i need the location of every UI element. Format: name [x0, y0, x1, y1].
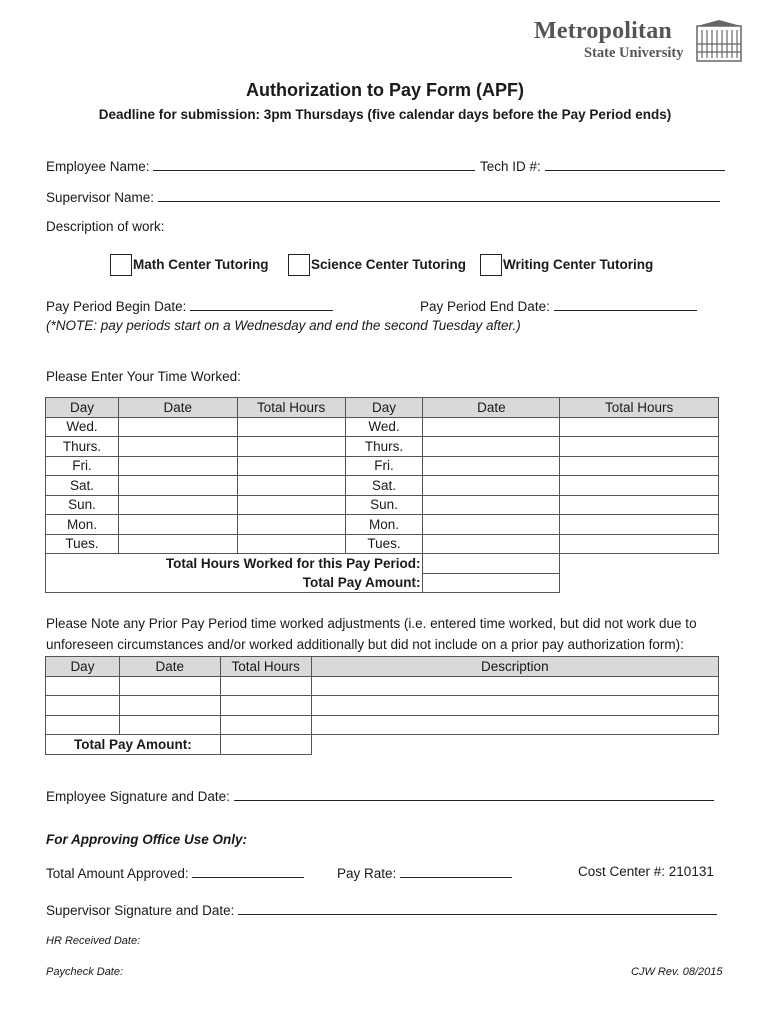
- day-cell: Wed.: [46, 417, 119, 437]
- date-cell[interactable]: [423, 456, 560, 476]
- hours-cell[interactable]: [560, 476, 719, 496]
- employee-signature-field[interactable]: [234, 787, 714, 801]
- pay-period-end-label: Pay Period End Date:: [420, 299, 550, 314]
- hours-cell[interactable]: [237, 515, 345, 535]
- logo-name: Metropolitan: [534, 18, 672, 44]
- employee-name-row: [46, 157, 475, 174]
- description-cell[interactable]: [311, 676, 718, 696]
- cost-center: Cost Center #: 210131: [578, 864, 714, 879]
- total-hours-row: [46, 554, 719, 574]
- supervisor-signature-label: Supervisor Signature and Date:: [46, 903, 235, 918]
- total-pay-field[interactable]: [423, 573, 560, 593]
- writing-center-label: Writing Center Tutoring: [503, 257, 654, 272]
- hours-cell[interactable]: [560, 515, 719, 535]
- supervisor-name-label: Supervisor Name:: [46, 190, 155, 205]
- day-cell: Wed.: [345, 417, 423, 437]
- table-row: [46, 456, 719, 476]
- math-center-label: Math Center Tutoring: [133, 257, 269, 272]
- table-row: [46, 534, 719, 554]
- header-day-2: Day: [345, 398, 423, 418]
- date-cell[interactable]: [118, 417, 237, 437]
- tech-id-row: [480, 157, 725, 174]
- hours-cell[interactable]: [560, 456, 719, 476]
- table-row: [46, 437, 719, 457]
- hours-cell[interactable]: [220, 676, 311, 696]
- adj-total-pay-row: [46, 735, 719, 755]
- header-total-hours-2: Total Hours: [560, 398, 719, 418]
- hours-cell[interactable]: [237, 437, 345, 457]
- supervisor-signature-field[interactable]: [238, 901, 717, 915]
- pay-rate-label: Pay Rate:: [337, 866, 397, 881]
- header-total-hours: Total Hours: [237, 398, 345, 418]
- logo-subtitle: State University: [584, 45, 684, 61]
- form-deadline: Deadline for submission: 3pm Thursdays (five calendar days before the Pay Period ends): [98, 107, 672, 122]
- hours-cell[interactable]: [220, 696, 311, 716]
- date-cell[interactable]: [423, 495, 560, 515]
- total-pay-label: Total Pay Amount:: [46, 573, 423, 593]
- writing-center-checkbox[interactable]: [480, 254, 502, 276]
- date-cell[interactable]: [118, 534, 237, 554]
- date-cell[interactable]: [119, 676, 220, 696]
- total-approved-field[interactable]: [192, 864, 304, 878]
- hours-cell[interactable]: [220, 715, 311, 735]
- total-hours-field[interactable]: [423, 554, 560, 574]
- hours-cell[interactable]: [237, 495, 345, 515]
- table-row: [46, 495, 719, 515]
- adj-total-pay-label: Total Pay Amount:: [46, 735, 221, 755]
- hours-cell[interactable]: [237, 476, 345, 496]
- time-worked-heading: Please Enter Your Time Worked:: [46, 369, 241, 384]
- day-cell: Thurs.: [46, 437, 119, 457]
- science-center-label: Science Center Tutoring: [311, 257, 467, 272]
- date-cell[interactable]: [119, 715, 220, 735]
- day-cell[interactable]: [46, 715, 120, 735]
- table-row: [46, 715, 719, 735]
- date-cell[interactable]: [118, 456, 237, 476]
- hours-cell[interactable]: [560, 534, 719, 554]
- university-logo: [534, 18, 744, 66]
- total-approved-label: Total Amount Approved:: [46, 866, 189, 881]
- employee-signature-row: [46, 787, 714, 804]
- day-cell: Sat.: [46, 476, 119, 496]
- hours-cell[interactable]: [560, 437, 719, 457]
- day-cell: Sun.: [345, 495, 423, 515]
- supervisor-name-field[interactable]: [158, 188, 720, 202]
- header-date: Date: [118, 398, 237, 418]
- adj-header-date: Date: [119, 657, 220, 677]
- pay-period-note: (*NOTE: pay periods start on a Wednesday and end the second Tuesday after.): [46, 318, 521, 333]
- date-cell[interactable]: [118, 515, 237, 535]
- adjustments-text-2: unforeseen circumstances and/or worked additionally but did not include on a prior pay authorization form):: [46, 637, 684, 652]
- day-cell: Sun.: [46, 495, 119, 515]
- hr-received-label: HR Received Date:: [46, 935, 141, 947]
- adj-header-description: Description: [311, 657, 718, 677]
- date-cell[interactable]: [423, 476, 560, 496]
- form-title: Authorization to Pay Form (APF): [246, 80, 524, 100]
- tech-id-field[interactable]: [545, 157, 725, 171]
- day-cell: Mon.: [345, 515, 423, 535]
- supervisor-name-row: [46, 188, 720, 205]
- date-cell[interactable]: [423, 417, 560, 437]
- hours-cell[interactable]: [560, 495, 719, 515]
- total-pay-row: [46, 573, 719, 593]
- date-cell[interactable]: [118, 476, 237, 496]
- building-icon: [696, 20, 742, 62]
- adj-header-day: Day: [46, 657, 120, 677]
- paycheck-date-label: Paycheck Date:: [46, 966, 124, 978]
- pay-rate-row: [337, 864, 512, 881]
- day-cell[interactable]: [46, 676, 120, 696]
- hours-cell[interactable]: [237, 456, 345, 476]
- date-cell[interactable]: [423, 437, 560, 457]
- day-cell: Sat.: [345, 476, 423, 496]
- date-cell[interactable]: [118, 437, 237, 457]
- adj-total-pay-field[interactable]: [220, 735, 311, 755]
- date-cell[interactable]: [118, 495, 237, 515]
- pay-period-end-field[interactable]: [554, 297, 697, 311]
- table-row: [46, 417, 719, 437]
- header-date-2: Date: [423, 398, 560, 418]
- revision-label: CJW Rev. 08/2015: [631, 966, 723, 978]
- math-center-checkbox[interactable]: [110, 254, 132, 276]
- pay-period-end-row: [420, 297, 697, 314]
- table-row: [46, 676, 719, 696]
- adjustments-text-1: Please Note any Prior Pay Period time worked adjustments (i.e. entered time worked, but did not work due to: [46, 616, 697, 631]
- date-cell[interactable]: [119, 696, 220, 716]
- employee-name-label: Employee Name:: [46, 159, 150, 174]
- table-row: [46, 476, 719, 496]
- description-cell[interactable]: [311, 696, 718, 716]
- day-cell: Fri.: [345, 456, 423, 476]
- day-cell: Thurs.: [345, 437, 423, 457]
- day-cell[interactable]: [46, 696, 120, 716]
- total-approved-row: [46, 864, 304, 881]
- description-cell[interactable]: [311, 715, 718, 735]
- pay-period-begin-row: [46, 297, 333, 314]
- employee-signature-label: Employee Signature and Date:: [46, 789, 230, 804]
- header-day: Day: [46, 398, 119, 418]
- employee-name-field[interactable]: [153, 157, 475, 171]
- day-cell: Tues.: [345, 534, 423, 554]
- pay-rate-field[interactable]: [400, 864, 512, 878]
- table-row: [46, 696, 719, 716]
- supervisor-signature-row: [46, 901, 717, 918]
- office-use-heading: For Approving Office Use Only:: [46, 832, 248, 847]
- day-cell: Mon.: [46, 515, 119, 535]
- date-cell[interactable]: [423, 515, 560, 535]
- tech-id-label: Tech ID #:: [480, 159, 541, 174]
- hours-cell[interactable]: [237, 534, 345, 554]
- hours-cell[interactable]: [560, 417, 719, 437]
- science-center-checkbox[interactable]: [288, 254, 310, 276]
- total-hours-label: Total Hours Worked for this Pay Period:: [46, 554, 423, 574]
- adjustments-table: [45, 656, 719, 755]
- day-cell: Fri.: [46, 456, 119, 476]
- pay-period-begin-label: Pay Period Begin Date:: [46, 299, 187, 314]
- table-row: [46, 515, 719, 535]
- adj-header-total-hours: Total Hours: [220, 657, 311, 677]
- time-worked-table: [45, 397, 719, 593]
- date-cell[interactable]: [423, 534, 560, 554]
- day-cell: Tues.: [46, 534, 119, 554]
- hours-cell[interactable]: [237, 417, 345, 437]
- description-label: Description of work:: [46, 219, 165, 234]
- pay-period-begin-field[interactable]: [190, 297, 333, 311]
